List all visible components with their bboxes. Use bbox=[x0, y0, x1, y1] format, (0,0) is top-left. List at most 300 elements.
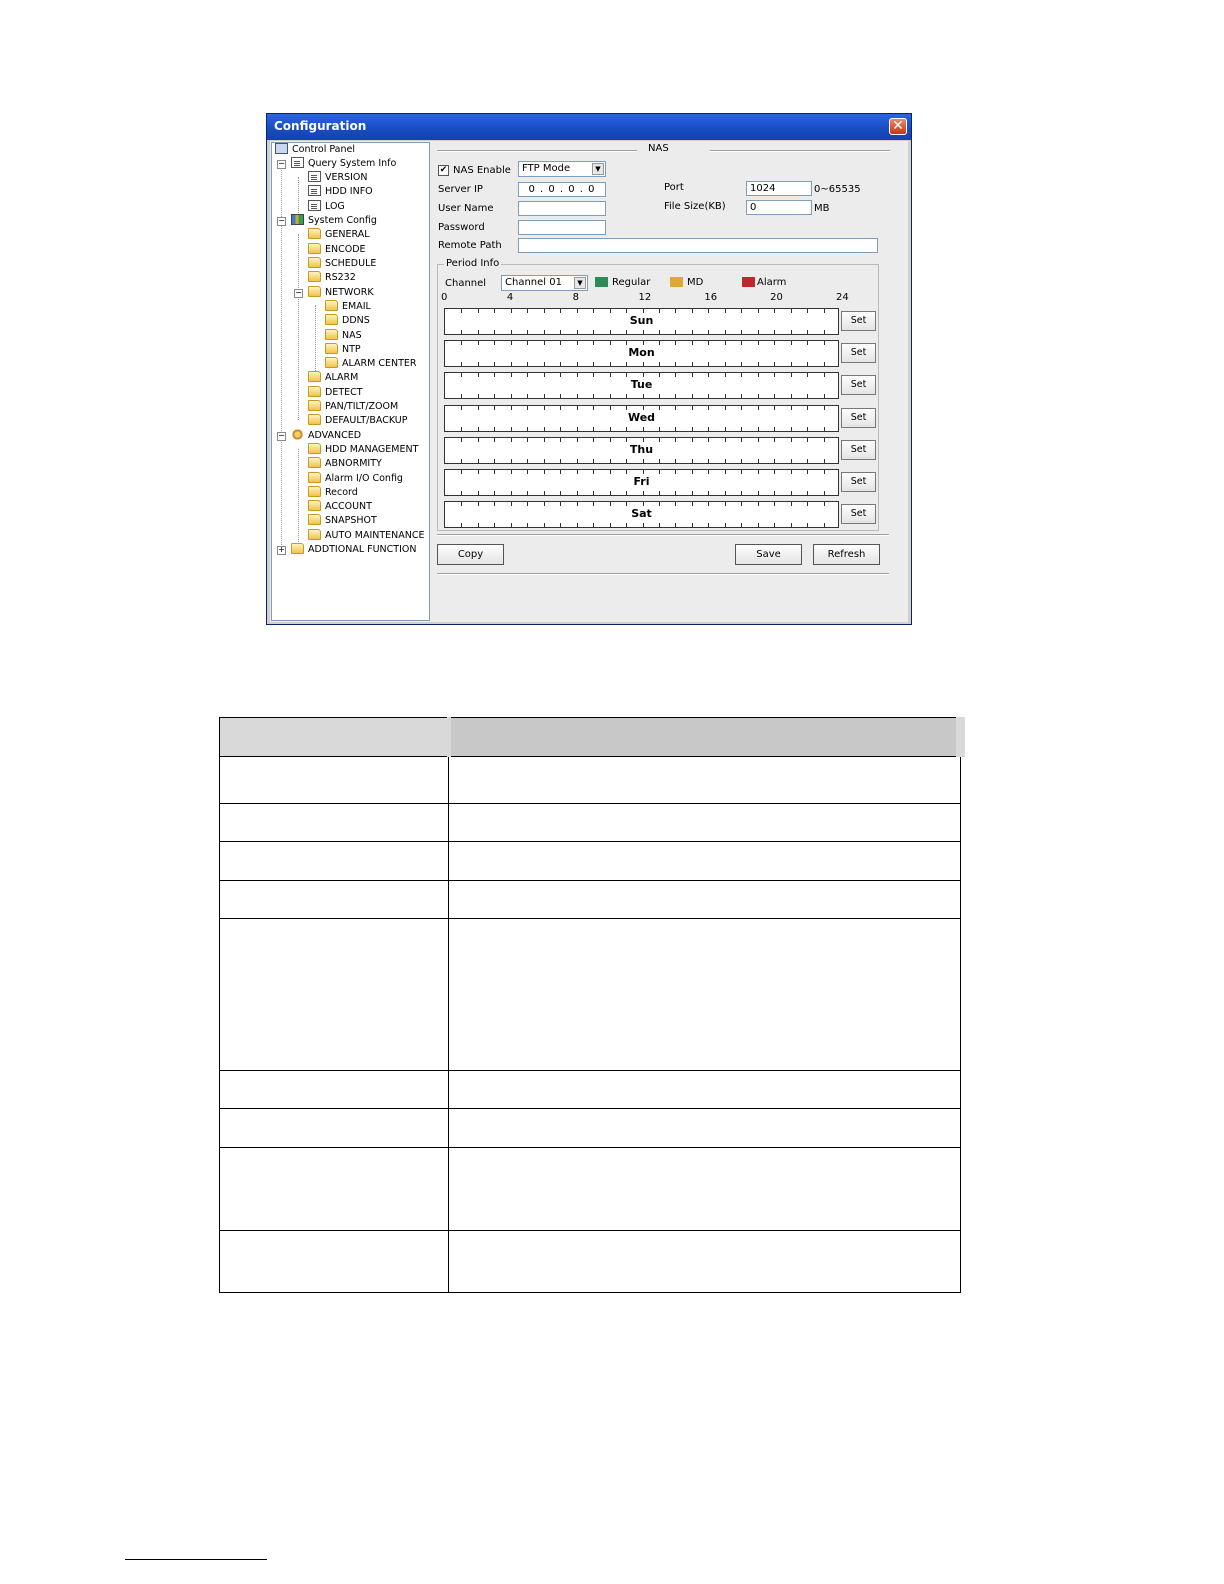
hour-tick-mark bbox=[741, 341, 742, 345]
hour-tick-mark bbox=[527, 330, 528, 334]
folder-icon bbox=[308, 371, 321, 382]
collapse-icon[interactable]: − bbox=[278, 431, 285, 440]
tree-item-schedule[interactable] bbox=[308, 257, 376, 271]
hour-tick-mark bbox=[478, 438, 479, 442]
hour-tick-mark bbox=[560, 394, 561, 398]
hour-tick-mark bbox=[461, 438, 462, 442]
tree-item-default-backup[interactable] bbox=[308, 414, 408, 428]
hour-tick-mark bbox=[725, 330, 726, 334]
hour-tick-mark bbox=[494, 373, 495, 377]
hour-tick-mark bbox=[807, 427, 808, 431]
hour-tick-mark bbox=[461, 373, 462, 377]
tree-label: GENERAL bbox=[325, 229, 370, 240]
document-icon bbox=[291, 157, 304, 168]
hour-tick-mark bbox=[461, 406, 462, 410]
legend-label-md: MD bbox=[687, 277, 704, 288]
hour-tick-mark bbox=[461, 502, 462, 506]
hour-tick-mark bbox=[626, 427, 627, 431]
tree-item-account[interactable] bbox=[308, 500, 372, 514]
password-input[interactable] bbox=[518, 220, 606, 235]
set-button[interactable]: Set bbox=[841, 375, 876, 395]
set-button[interactable]: Set bbox=[841, 408, 876, 428]
table-row bbox=[220, 1148, 961, 1231]
legend-swatch-alarm bbox=[742, 277, 755, 287]
hour-tick-mark bbox=[741, 459, 742, 463]
hour-tick-mark bbox=[544, 362, 545, 366]
hour-tick-mark bbox=[758, 394, 759, 398]
document-icon bbox=[308, 171, 321, 182]
hour-tick-mark bbox=[708, 491, 709, 495]
collapse-icon[interactable]: − bbox=[278, 159, 285, 168]
folder-icon bbox=[308, 514, 321, 525]
schedule-bar[interactable] bbox=[444, 372, 839, 399]
hour-tick-mark bbox=[708, 309, 709, 313]
hour-tick-mark bbox=[577, 309, 578, 313]
hour-tick-mark bbox=[643, 406, 644, 410]
hour-tick-mark bbox=[494, 470, 495, 474]
file-size-unit: MB bbox=[814, 203, 830, 214]
hour-tick-mark bbox=[527, 309, 528, 313]
tree-item-ptz[interactable] bbox=[308, 400, 398, 414]
collapse-icon[interactable]: − bbox=[278, 216, 285, 225]
table-cell bbox=[449, 804, 961, 842]
tree-item-general[interactable] bbox=[308, 228, 369, 242]
server-ip-input[interactable]: 0 . 0 . 0 . 0 bbox=[518, 182, 606, 197]
hour-tick-mark bbox=[758, 341, 759, 345]
hour-tick-mark bbox=[626, 491, 627, 495]
hour-tick-mark bbox=[643, 362, 644, 366]
legend-swatch-regular bbox=[595, 277, 608, 287]
hour-tick-mark bbox=[807, 341, 808, 345]
tree-item-encode[interactable] bbox=[308, 243, 366, 257]
port-input[interactable]: 1024 bbox=[746, 181, 812, 196]
schedule-bar[interactable] bbox=[444, 469, 839, 496]
hour-tick-label: 0 bbox=[441, 292, 448, 303]
set-button[interactable]: Set bbox=[841, 472, 876, 492]
hour-tick-mark bbox=[461, 459, 462, 463]
hour-tick-mark bbox=[659, 309, 660, 313]
tree-guide bbox=[298, 177, 299, 217]
folder-icon bbox=[308, 386, 321, 397]
hour-tick-mark bbox=[675, 309, 676, 313]
hour-tick-mark bbox=[774, 502, 775, 506]
hour-tick-mark bbox=[675, 394, 676, 398]
section-divider bbox=[710, 150, 890, 152]
schedule-bar[interactable] bbox=[444, 501, 839, 528]
hour-tick-mark bbox=[725, 309, 726, 313]
chevron-down-icon: ▼ bbox=[592, 163, 604, 175]
hour-tick-mark bbox=[774, 438, 775, 442]
tree-item-advanced[interactable] bbox=[291, 429, 361, 443]
day-label: Sun bbox=[629, 314, 654, 327]
hour-tick-mark bbox=[659, 459, 660, 463]
tree-item-alarm-io-config[interactable] bbox=[308, 472, 403, 486]
hour-tick-mark bbox=[643, 330, 644, 334]
tree-label: ADDTIONAL FUNCTION bbox=[308, 544, 417, 555]
tree-label: ACCOUNT bbox=[325, 501, 372, 512]
table-cell bbox=[220, 881, 449, 919]
hour-tick-mark bbox=[643, 341, 644, 345]
tree-item-log[interactable] bbox=[308, 200, 345, 214]
hour-tick-mark bbox=[643, 470, 644, 474]
folder-open-icon bbox=[308, 286, 321, 297]
hour-tick-mark bbox=[461, 330, 462, 334]
tree-item-additional-function[interactable] bbox=[291, 543, 416, 557]
mode-select-value: FTP Mode bbox=[522, 163, 571, 174]
schedule-bar[interactable] bbox=[444, 437, 839, 464]
user-name-label: User Name bbox=[438, 203, 494, 214]
hour-tick-mark bbox=[494, 309, 495, 313]
hour-tick-mark bbox=[774, 459, 775, 463]
hour-tick-mark bbox=[461, 427, 462, 431]
table-cell bbox=[449, 919, 961, 1071]
hour-tick-mark bbox=[511, 373, 512, 377]
hour-tick-mark bbox=[824, 502, 825, 506]
refresh-button[interactable]: Refresh bbox=[813, 544, 880, 565]
hour-tick-label: 8 bbox=[572, 292, 580, 303]
hour-tick-mark bbox=[560, 309, 561, 313]
folder-icon bbox=[308, 243, 321, 254]
hour-tick-mark bbox=[758, 502, 759, 506]
hour-tick-mark bbox=[527, 362, 528, 366]
tree-label: SNAPSHOT bbox=[325, 515, 377, 526]
remote-path-input[interactable] bbox=[518, 238, 878, 253]
hour-tick-mark bbox=[708, 362, 709, 366]
hour-tick-mark bbox=[610, 470, 611, 474]
file-size-input[interactable]: 0 bbox=[746, 200, 812, 215]
copy-button[interactable]: Copy bbox=[437, 544, 504, 565]
period-info-title: Period Info bbox=[446, 258, 500, 269]
hour-tick-mark bbox=[560, 341, 561, 345]
hour-tick-mark bbox=[774, 309, 775, 313]
tree-item-hdd-management[interactable] bbox=[308, 443, 418, 457]
mode-select[interactable] bbox=[518, 161, 606, 177]
hour-tick-mark bbox=[461, 523, 462, 527]
hour-tick-mark bbox=[708, 459, 709, 463]
tree-label: HDD INFO bbox=[325, 186, 373, 197]
table-cell bbox=[220, 919, 449, 1071]
hour-tick-mark bbox=[708, 330, 709, 334]
tree-item-abnormity[interactable] bbox=[308, 457, 382, 471]
hour-tick-mark bbox=[626, 373, 627, 377]
hour-tick-mark bbox=[758, 470, 759, 474]
hour-tick-mark bbox=[494, 427, 495, 431]
hour-tick-mark bbox=[791, 309, 792, 313]
tree-label: DEFAULT/BACKUP bbox=[325, 415, 408, 426]
tree-label: SCHEDULE bbox=[325, 258, 377, 269]
hour-tick-mark bbox=[560, 330, 561, 334]
hour-tick-mark bbox=[527, 394, 528, 398]
collapse-icon[interactable]: − bbox=[295, 288, 302, 297]
hour-tick-mark bbox=[675, 502, 676, 506]
hour-tick-mark bbox=[610, 459, 611, 463]
hour-tick-mark bbox=[626, 394, 627, 398]
hour-tick-mark bbox=[758, 438, 759, 442]
hour-tick-mark bbox=[560, 523, 561, 527]
hour-tick-mark bbox=[544, 491, 545, 495]
table-cell bbox=[449, 1231, 961, 1293]
folder-open-icon bbox=[325, 329, 338, 340]
hour-tick-mark bbox=[478, 309, 479, 313]
hour-tick-mark bbox=[675, 341, 676, 345]
table-header-row bbox=[220, 718, 961, 757]
table-cell bbox=[220, 718, 449, 757]
hour-tick-mark bbox=[626, 502, 627, 506]
hour-tick-mark bbox=[774, 373, 775, 377]
hour-tick-mark bbox=[544, 341, 545, 345]
hour-tick-mark bbox=[692, 491, 693, 495]
hour-tick-mark bbox=[725, 373, 726, 377]
hour-tick-mark bbox=[511, 341, 512, 345]
folder-icon bbox=[325, 314, 338, 325]
user-name-input[interactable] bbox=[518, 201, 606, 216]
hour-tick-mark bbox=[527, 406, 528, 410]
table-row bbox=[220, 1231, 961, 1293]
hour-tick-mark bbox=[511, 459, 512, 463]
divider bbox=[437, 573, 889, 575]
footnote-rule bbox=[125, 1559, 267, 1560]
channel-select[interactable] bbox=[501, 275, 588, 291]
day-label: Thu bbox=[629, 443, 654, 456]
hour-tick-mark bbox=[659, 470, 660, 474]
hour-tick-mark bbox=[659, 502, 660, 506]
hour-tick-mark bbox=[659, 406, 660, 410]
computer-icon bbox=[275, 143, 288, 154]
hour-tick-mark bbox=[675, 459, 676, 463]
divider bbox=[437, 534, 889, 536]
hour-tick-mark bbox=[807, 362, 808, 366]
hour-tick-mark bbox=[774, 341, 775, 345]
hour-tick-mark bbox=[626, 438, 627, 442]
hour-tick-mark bbox=[577, 523, 578, 527]
hour-tick-mark bbox=[544, 502, 545, 506]
hour-tick-mark bbox=[708, 373, 709, 377]
tree-item-detect[interactable] bbox=[308, 386, 363, 400]
hour-tick-mark bbox=[494, 491, 495, 495]
expand-icon[interactable]: + bbox=[278, 545, 285, 554]
folder-icon bbox=[308, 271, 321, 282]
hour-tick-mark bbox=[758, 373, 759, 377]
tree-item-hdd-info[interactable] bbox=[308, 185, 373, 199]
hour-tick-mark bbox=[511, 427, 512, 431]
hour-tick-mark bbox=[692, 523, 693, 527]
set-button[interactable]: Set bbox=[841, 311, 876, 331]
hour-tick-mark bbox=[741, 394, 742, 398]
schedule-bar[interactable] bbox=[444, 405, 839, 432]
tree-item-system-config[interactable] bbox=[291, 214, 377, 228]
hour-tick-mark bbox=[494, 330, 495, 334]
hour-tick-mark bbox=[593, 373, 594, 377]
folder-icon bbox=[308, 472, 321, 483]
hour-tick-mark bbox=[527, 491, 528, 495]
hour-tick-mark bbox=[577, 427, 578, 431]
table-cell bbox=[449, 1148, 961, 1231]
hour-tick-mark bbox=[824, 362, 825, 366]
table-cell bbox=[449, 842, 961, 881]
hour-tick-mark bbox=[725, 438, 726, 442]
hour-tick-mark bbox=[577, 438, 578, 442]
set-button[interactable]: Set bbox=[841, 504, 876, 524]
hour-tick-mark bbox=[741, 330, 742, 334]
tree-item-auto-maintenance[interactable] bbox=[308, 529, 425, 543]
tree-item-snapshot[interactable] bbox=[308, 514, 377, 528]
hour-tick-mark bbox=[478, 459, 479, 463]
tree-item-rs232[interactable] bbox=[308, 271, 356, 285]
hour-tick-mark bbox=[511, 491, 512, 495]
hour-tick-mark bbox=[610, 394, 611, 398]
config-tree[interactable] bbox=[271, 142, 430, 621]
hour-tick-mark bbox=[494, 502, 495, 506]
tree-item-version[interactable] bbox=[308, 171, 368, 185]
tree-item-nas[interactable] bbox=[325, 329, 362, 343]
hour-tick-mark bbox=[593, 330, 594, 334]
hour-tick-mark bbox=[659, 330, 660, 334]
hour-tick-mark bbox=[610, 502, 611, 506]
hour-tick-mark bbox=[626, 459, 627, 463]
document-icon bbox=[308, 185, 321, 196]
table-cell bbox=[220, 1109, 449, 1148]
hour-tick-mark bbox=[725, 491, 726, 495]
hour-tick-mark bbox=[807, 491, 808, 495]
hour-tick-mark bbox=[610, 330, 611, 334]
tree-item-control-panel[interactable] bbox=[275, 143, 355, 157]
hour-tick-mark bbox=[807, 406, 808, 410]
hour-tick-mark bbox=[758, 427, 759, 431]
hour-tick-mark bbox=[824, 470, 825, 474]
hour-tick-mark bbox=[544, 373, 545, 377]
hour-tick-mark bbox=[544, 427, 545, 431]
hour-tick-mark bbox=[791, 341, 792, 345]
hour-tick-mark bbox=[461, 470, 462, 474]
hour-tick-mark bbox=[610, 406, 611, 410]
tree-item-ddns[interactable] bbox=[325, 314, 370, 328]
table-cell bbox=[220, 757, 449, 804]
hour-tick-mark bbox=[675, 373, 676, 377]
port-range: 0~65535 bbox=[814, 184, 861, 195]
hour-tick-mark bbox=[692, 502, 693, 506]
hour-tick-mark bbox=[643, 502, 644, 506]
tree-label: RS232 bbox=[325, 272, 356, 283]
hour-tick-mark bbox=[494, 459, 495, 463]
hour-tick-mark bbox=[544, 309, 545, 313]
hour-tick-mark bbox=[725, 502, 726, 506]
hour-tick-mark bbox=[791, 438, 792, 442]
tree-item-alarm-center[interactable] bbox=[325, 357, 416, 371]
hour-tick-mark bbox=[478, 341, 479, 345]
table-cell bbox=[449, 881, 961, 919]
hour-tick-mark bbox=[610, 427, 611, 431]
hour-tick-mark bbox=[593, 362, 594, 366]
hour-tick-mark bbox=[643, 427, 644, 431]
hour-tick-mark bbox=[824, 459, 825, 463]
hour-tick-mark bbox=[527, 459, 528, 463]
tree-label: ALARM bbox=[325, 372, 359, 383]
tree-item-network[interactable] bbox=[308, 286, 374, 300]
hour-tick-mark bbox=[544, 470, 545, 474]
save-button[interactable]: Save bbox=[735, 544, 802, 565]
set-button[interactable]: Set bbox=[841, 343, 876, 363]
table-row bbox=[220, 1109, 961, 1148]
hour-tick-mark bbox=[725, 427, 726, 431]
folder-icon bbox=[325, 343, 338, 354]
tree-item-record[interactable] bbox=[308, 486, 358, 500]
tree-label: NTP bbox=[342, 344, 361, 355]
hour-tick-mark bbox=[807, 459, 808, 463]
hour-tick-mark bbox=[824, 427, 825, 431]
hour-tick-mark bbox=[725, 406, 726, 410]
table-row bbox=[220, 881, 961, 919]
hour-tick-label: 12 bbox=[638, 292, 652, 303]
hour-tick-mark bbox=[593, 309, 594, 313]
tree-item-email[interactable] bbox=[325, 300, 371, 314]
hour-tick-mark bbox=[791, 491, 792, 495]
hour-tick-mark bbox=[478, 330, 479, 334]
hour-tick-mark bbox=[692, 470, 693, 474]
schedule-bar[interactable] bbox=[444, 308, 839, 335]
hour-tick-mark bbox=[774, 394, 775, 398]
hour-tick-mark bbox=[758, 362, 759, 366]
set-button[interactable]: Set bbox=[841, 440, 876, 460]
hour-tick-mark bbox=[577, 362, 578, 366]
tree-label: ADVANCED bbox=[308, 430, 362, 441]
folder-icon bbox=[325, 300, 338, 311]
hour-tick-mark bbox=[692, 373, 693, 377]
hour-tick-mark bbox=[478, 394, 479, 398]
hour-tick-mark bbox=[791, 406, 792, 410]
hour-tick-mark bbox=[758, 309, 759, 313]
hour-tick-mark bbox=[577, 470, 578, 474]
hour-tick-mark bbox=[626, 330, 627, 334]
hour-tick-mark bbox=[478, 491, 479, 495]
server-ip-label: Server IP bbox=[438, 184, 483, 195]
port-label: Port bbox=[664, 182, 684, 193]
parameter-table bbox=[219, 717, 965, 1293]
hour-tick-mark bbox=[511, 394, 512, 398]
tree-label: ABNORMITY bbox=[325, 458, 382, 469]
hour-tick-mark bbox=[593, 406, 594, 410]
gear-icon bbox=[291, 429, 304, 440]
hour-tick-mark bbox=[560, 362, 561, 366]
hour-tick-mark bbox=[659, 362, 660, 366]
hour-tick-mark bbox=[511, 406, 512, 410]
hour-tick-mark bbox=[741, 523, 742, 527]
table-cell bbox=[220, 1231, 449, 1293]
tree-item-query-system-info[interactable] bbox=[291, 157, 396, 171]
hour-tick-mark bbox=[659, 438, 660, 442]
hour-tick-mark bbox=[675, 330, 676, 334]
hour-tick-mark bbox=[741, 427, 742, 431]
hour-tick-label: 24 bbox=[836, 292, 849, 303]
schedule-bar[interactable] bbox=[444, 340, 839, 367]
tree-label: LOG bbox=[325, 201, 345, 212]
table-row bbox=[220, 1071, 961, 1109]
hour-tick-mark bbox=[494, 438, 495, 442]
hour-tick-mark bbox=[527, 341, 528, 345]
table-cell bbox=[449, 1071, 961, 1109]
tree-item-alarm[interactable] bbox=[308, 371, 358, 385]
hour-tick-mark bbox=[478, 470, 479, 474]
day-label: Fri bbox=[633, 475, 650, 488]
hour-tick-mark bbox=[741, 406, 742, 410]
nas-enable-checkbox[interactable]: ✔ bbox=[439, 165, 448, 175]
hour-tick-mark bbox=[626, 523, 627, 527]
hour-tick-mark bbox=[610, 373, 611, 377]
close-icon[interactable]: ✕ bbox=[889, 118, 907, 135]
remote-path-label: Remote Path bbox=[438, 240, 502, 251]
table-cell bbox=[220, 804, 449, 842]
hour-tick-mark bbox=[527, 373, 528, 377]
tree-item-ntp[interactable] bbox=[325, 343, 361, 357]
